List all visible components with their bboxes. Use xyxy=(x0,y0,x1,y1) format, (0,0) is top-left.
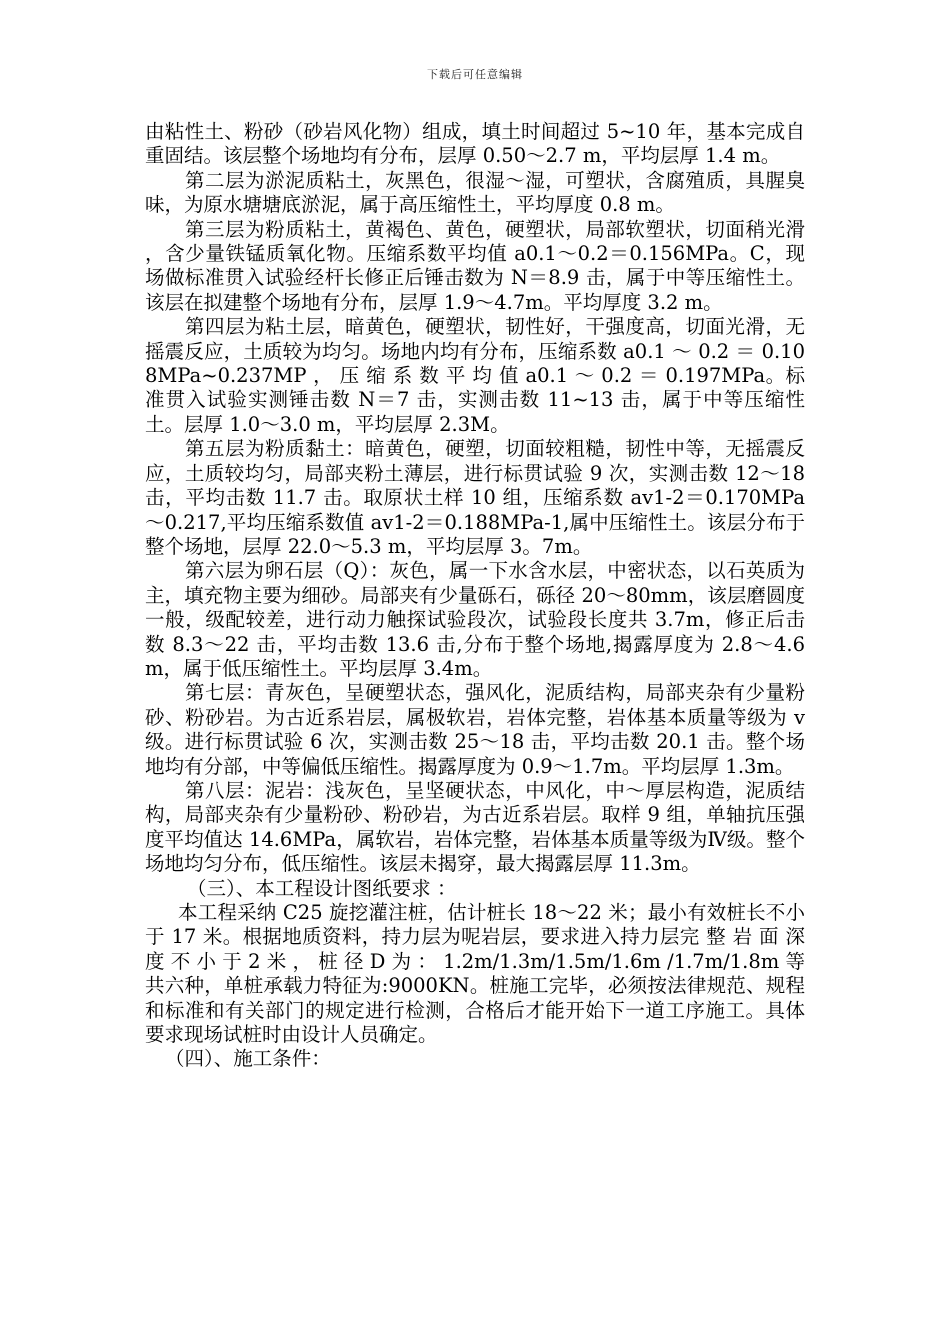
paragraph-layer-8: 第八层：泥岩：浅灰色，呈坚硬状态，中风化，中～厚层构造，泥质结构，局部夹杂有少量粉砂、粉砂岩，为古近系岩层。取样 9 组，单轴抗压强度平均值达 14.6MPa，属软岩，岩体完整，岩体基本质量等级为Ⅳ级。整个场地均匀分布，低压缩性。该层未揭穿，最大揭露层厚 11.3m。 xyxy=(145,778,805,876)
paragraph-fill-layer: 由粘性土、粉砂（砂岩风化物）组成，填土时间超过 5~10 年，基本完成自重固结。该层整个场地均有分布，层厚 0.50～2.7 m，平均层厚 1.4 m。 xyxy=(145,120,805,168)
page-header: 下载后可任意编辑 xyxy=(427,68,523,81)
paragraph-layer-6: 第六层为卵石层（Q）：灰色，属一下水含水层，中密状态，以石英质为主，填充物主要为细砂。局部夹有少量砾石，砾径 20～80mm，该层磨圆度一般，级配较差，进行动力触探试验段次，试验段长度共 3.7m，修正后击数 8.3～22 击，平均击数 13.6 击,分布于整个场地,揭露厚度为 2.8～4.6m，属于低压缩性土。平均层厚 3.4m。 xyxy=(145,559,805,680)
paragraph-design-requirements: 本工程采纳 C25 旋挖灌注桩，估计桩长 18～22 米；最小有效桩长不小于 17 米。根据地质资料，持力层为呢岩层，要求进入持力层完 整 岩 面 深 度 不 小 于 2 米 ， 桩 径 D 为 ： 1.2m/1.3m/1.5m/1.6m /1.7m/1.8m 等共六种，单桩承载力特征为:9000KN。桩施工完毕，必须按法律规范、规程和标准和有关部门的规定进行检测，合格后才能开始下一道工序施工。具体要求现场试桩时由设计人员确定。 xyxy=(145,901,805,1047)
section-heading-design-requirements: （三）、本工程设计图纸要求 ： xyxy=(187,876,457,900)
paragraph-layer-2: 第二层为淤泥质粘土，灰黑色，很湿～湿，可塑状，含腐殖质，具腥臭味，为原水塘塘底淤泥，属于高压缩性土，平均厚度 0.8 m。 xyxy=(145,168,805,217)
paragraph-layer-3: 第三层为粉质粘土，黄褐色、黄色，硬塑状，局部软塑状，切面稍光滑 ，含少量铁锰质氧化物。压缩系数平均值 a0.1～0.2＝0.156MPa。C，现场做标准贯入试验经杆长修正后锤击数为 N＝8.9 击，属于中等压缩性土。该层在拟建整个场地有分布，层厚 1.9～4.7m。平均厚度 3.2 m。 xyxy=(145,217,805,314)
paragraph-layer-7: 第七层：青灰色，呈硬塑状态，强风化，泥质结构，局部夹杂有少量粉砂、粉砂岩。为古近系岩层，属极软岩，岩体完整，岩体基本质量等级为 v 级。进行标贯试验 6 次，实测击数 25～18 击，平均击数 20.1 击。整个场地均有分部，中等偏低压缩性。揭露厚度为 0.9～1.7m。平均层厚 1.3m。 xyxy=(145,681,805,778)
paragraph-layer-5: 第五层为粉质黏土：暗黄色，硬塑，切面较粗糙，韧性中等，无摇震反应，土质较均匀，局部夹粉土薄层，进行标贯试验 9 次，实测击数 12～18 击，平均击数 11.7 击。取原状土样 10 组，压缩系数 av1-2＝0.170MPa～0.217,平均压缩系数值 av1-2＝0.188MPa-1,属中压缩性土。该层分布于整个场地，层厚 22.0～5.3 m，平均层厚 3。7m。 xyxy=(145,437,805,558)
section-heading-construction-conditions: （四）、施工条件： xyxy=(165,1047,331,1071)
paragraph-layer-4: 第四层为粘土层，暗黄色，硬塑状，韧性好，干强度高，切面光滑，无摇震反应，土质较为均匀。场地内均有分布，压缩系数 a0.1 ～ 0.2 ＝ 0.108MPa~0.237MP ， 压 缩 系 数 平 均 值 a0.1 ～ 0.2 ＝ 0.197MPa。标准贯入试验实测锤击数 N＝7 击，实测击数 11~13 击，属于中等压缩性土。层厚 1.0～3.0 m，平均层厚 2.3M。 xyxy=(145,315,805,436)
document-body xyxy=(145,120,805,1072)
